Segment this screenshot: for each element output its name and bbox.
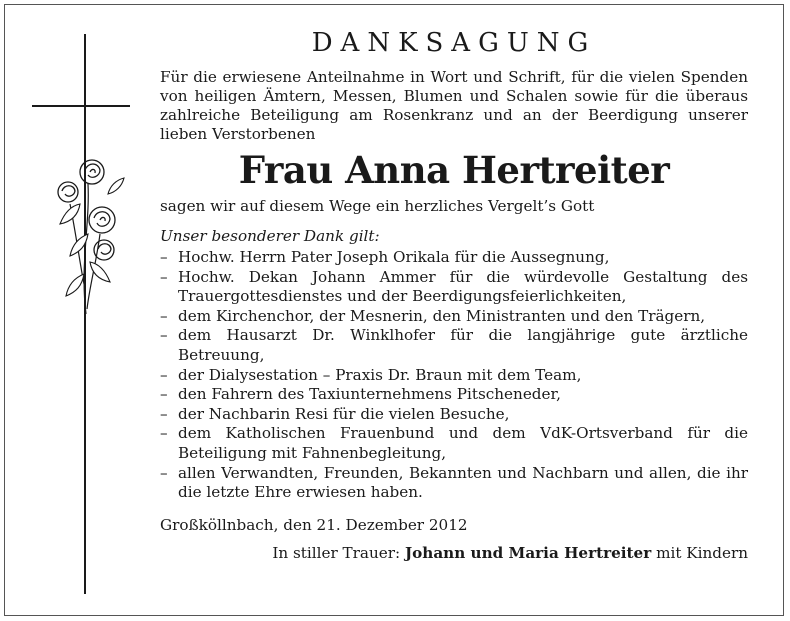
list-item: [160, 307, 748, 327]
list-item-text: dem Hausarzt Dr. Winklhofer für die langjährige gute ärztliche Betreuung,: [178, 326, 748, 364]
list-item-text: dem Kirchenchor, der Mesnerin, den Ministranten und den Trägern,: [178, 306, 706, 325]
list-item: [160, 405, 748, 425]
list-item-text: Hochw. Dekan Johann Ammer für die würdevolle Gestaltung des Trauergottesdienstes und der Beerdigungsfeierlichkeiten,: [178, 267, 748, 306]
dash-bullet: –: [160, 365, 168, 384]
list-item-text: der Dialysestation – Praxis Dr. Braun mit dem Team,: [178, 365, 582, 384]
dash-bullet: –: [160, 424, 168, 443]
list-item: [160, 248, 748, 268]
dash-bullet: –: [160, 267, 168, 286]
dash-bullet: –: [160, 306, 168, 325]
thanks-list: [160, 248, 748, 503]
list-item-text: allen Verwandten, Freunden, Bekannten und Nachbarn und allen, die ihr die letzte Ehre erwiesen haben.: [178, 463, 748, 502]
special-thanks-label: Unser besonderer Dank gilt:: [160, 227, 380, 245]
list-item-text: den Fahrern des Taxiunternehmens Pitscheneder,: [178, 385, 561, 404]
list-item-text: der Nachbarin Resi für die vielen Besuche,: [178, 404, 510, 423]
list-item: [160, 326, 748, 365]
cross-with-roses-icon: [30, 34, 140, 594]
dash-bullet: –: [160, 463, 168, 482]
thanks-line: sagen wir auf diesem Wege ein herzliches Vergelt’s Gott: [160, 197, 595, 215]
list-item: [160, 268, 748, 307]
list-item: [160, 385, 748, 405]
dash-bullet: –: [160, 385, 168, 404]
dash-bullet: –: [160, 404, 168, 423]
signature-line: [160, 543, 748, 563]
list-item-text: Hochw. Herrn Pater Joseph Orikala für die Aussegnung,: [178, 248, 610, 266]
notice-heading: DANKSAGUNG: [311, 28, 597, 58]
list-item-text: dem Katholischen Frauenbund und dem VdK-Ortsverband für die Beteiligung mit Fahnenbegleitung,: [178, 424, 748, 462]
place-date: Großköllnbach, den 21. Dezember 2012: [160, 515, 468, 534]
list-item: [160, 464, 748, 503]
signature-prefix: In stiller Trauer:: [272, 543, 401, 562]
list-item: [160, 424, 748, 463]
signature-names: Johann und Maria Hertreiter: [404, 543, 652, 562]
signature-suffix: mit Kindern: [656, 543, 748, 562]
dash-bullet: –: [160, 248, 168, 266]
deceased-name: Frau Anna Hertreiter: [238, 148, 670, 192]
dash-bullet: –: [160, 326, 168, 345]
notice-content: [160, 26, 748, 563]
intro-text: Für die erwiesene Anteilnahme in Wort und Schrift, für die vielen Spenden von heiligen Ämtern, Messen, Blumen und Schalen sowie für die überaus zahlreiche Beteiligung am Rosenkranz und an der Beerdigung unserer lieben Verstorbenen: [160, 68, 748, 143]
list-item: [160, 366, 748, 386]
